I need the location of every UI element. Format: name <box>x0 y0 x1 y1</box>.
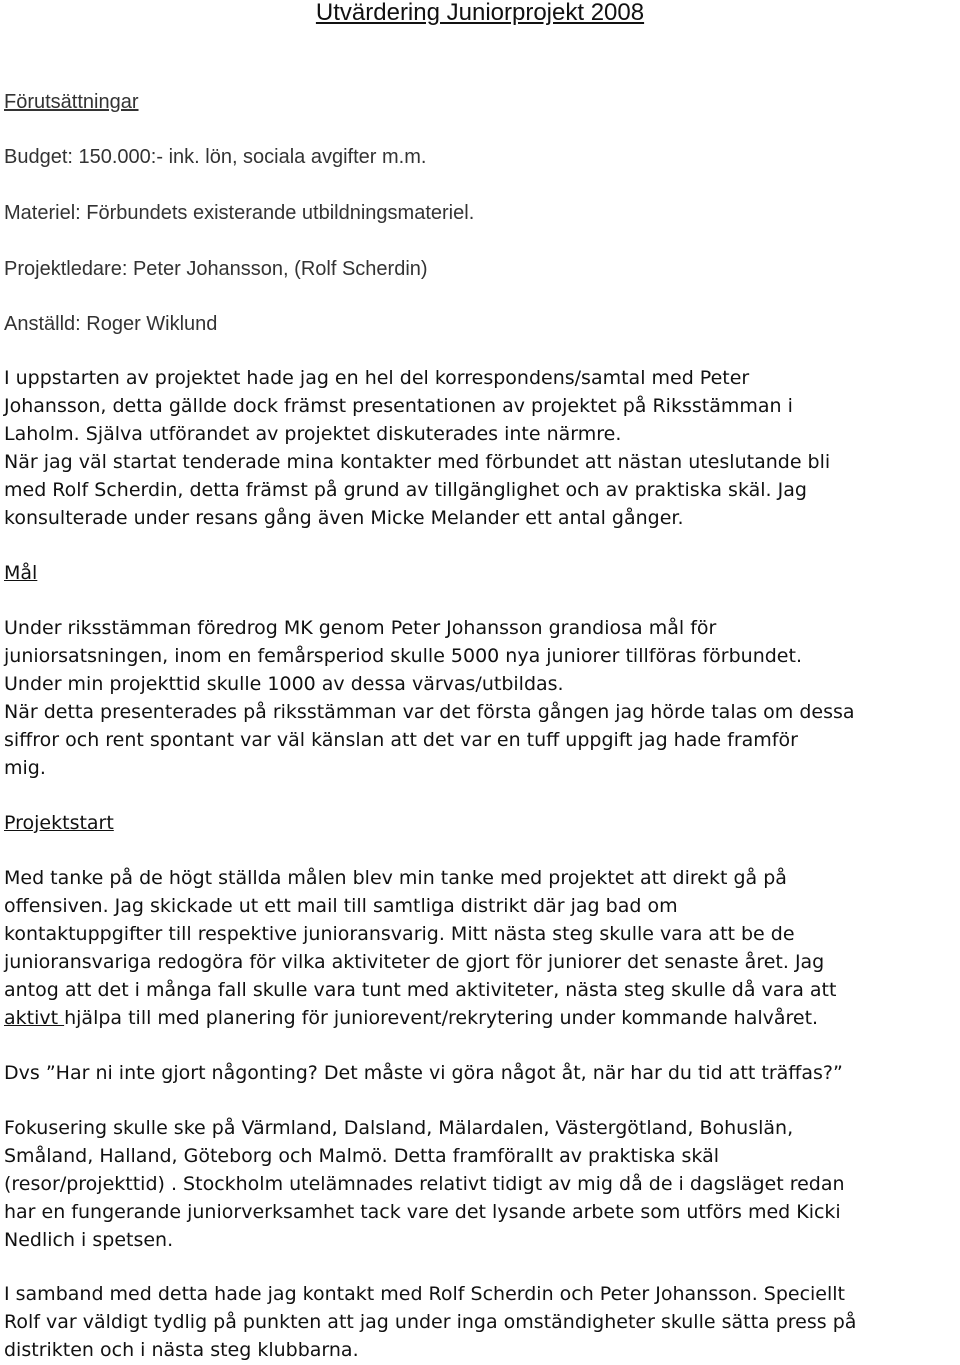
text-line: med Rolf Scherdin, detta främst på grund av tillgänglighet och av praktiska skäl. Jag <box>4 478 807 501</box>
text-line: antog att det i många fall skulle vara tunt med aktiviteter, nästa steg skulle då vara att <box>4 978 837 1001</box>
budget-line: Budget: 150.000:- ink. lön, sociala avgifter m.m. <box>4 146 427 168</box>
aktivt-word: aktivt <box>4 1006 65 1029</box>
text-line: Småland, Halland, Göteborg och Malmö. Detta framförallt av praktiska skäl <box>4 1144 720 1167</box>
text-line: Fokusering skulle ske på Värmland, Dalsland, Mälardalen, Västergötland, Bohuslän, <box>4 1117 794 1139</box>
text-line: mig. <box>4 756 46 779</box>
heading-mal: Mål <box>4 562 38 584</box>
text-line: När jag väl startat tenderade mina kontakter med förbundet att nästan uteslutande bli <box>4 450 831 473</box>
projektstart-paragraph <box>4 865 956 1032</box>
dvs-line: Dvs ”Har ni inte gjort någonting? Det måste vi göra något åt, när har du tid att träffas?” <box>4 1062 843 1084</box>
text-line: siffror och rent spontant var väl känslan att det var en tuff uppgift jag hade framför <box>4 728 798 751</box>
mal-paragraph <box>4 615 956 782</box>
text-line: Under riksstämman föredrog MK genom Peter Johansson grandiosa mål för <box>4 617 717 639</box>
text-line: Under min projekttid skulle 1000 av dessa värvas/utbildas. <box>4 672 564 695</box>
text-line: Med tanke på de högt ställda målen blev min tanke med projektet att direkt gå på <box>4 867 787 889</box>
materiel-line: Materiel: Förbundets existerande utbildningsmateriel. <box>4 202 475 224</box>
text-line: I samband med detta hade jag kontakt med Rolf Scherdin och Peter Johansson. Speciellt <box>4 1283 846 1305</box>
samband-paragraph <box>4 1281 956 1365</box>
text-line: offensiven. Jag skickade ut ett mail till samtliga distrikt där jag bad om <box>4 894 678 917</box>
text-line: Laholm. Själva utförandet av projektet diskuterades inte närmre. <box>4 422 622 445</box>
text-line: distrikten och i nästa steg klubbarna. <box>4 1338 359 1361</box>
text-line: konsulterade under resans gång även Micke Melander ett antal gånger. <box>4 506 684 529</box>
aktivt-rest: hjälpa till med planering för juniorevent/rekrytering under kommande halvåret. <box>64 1006 819 1029</box>
projektledare-line: Projektledare: Peter Johansson, (Rolf Scherdin) <box>4 258 428 280</box>
text-line: I uppstarten av projektet hade jag en hel del korrespondens/samtal med Peter <box>4 367 750 389</box>
text-line: Rolf var väldigt tydlig på punkten att jag under inga omständigheter skulle sätta press på <box>4 1310 857 1333</box>
text-line: junioransvariga redogöra för vilka aktiviteter de gjort för juniorer det senaste året. Jag <box>4 950 825 973</box>
text-line: (resor/projekttid) . Stockholm utelämnades relativt tidigt av mig då de i dagsläget redan <box>4 1172 845 1195</box>
text-line: juniorsatsningen, inom en femårsperiod skulle 5000 nya juniorer tillföras förbundet. <box>4 644 802 667</box>
text-line <box>4 1005 956 1033</box>
intro-paragraph <box>4 365 956 532</box>
text-line: Nedlich i spetsen. <box>4 1228 174 1251</box>
heading-projektstart: Projektstart <box>4 812 114 834</box>
text-line: kontaktuppgifter till respektive junioransvarig. Mitt nästa steg skulle vara att be de <box>4 922 795 945</box>
heading-forutsattningar: Förutsättningar <box>4 91 139 113</box>
anstalld-line: Anställd: Roger Wiklund <box>4 313 218 335</box>
fokusering-paragraph <box>4 1115 956 1255</box>
document-title: Utvärdering Juniorprojekt 2008 <box>315 0 645 26</box>
text-line: Johansson, detta gällde dock främst presentationen av projektet på Riksstämman i <box>4 394 793 417</box>
text-line: När detta presenterades på riksstämman var det första gången jag hörde talas om dessa <box>4 700 855 723</box>
text-line: har en fungerande juniorverksamhet tack vare det lysande arbete som utförs med Kicki <box>4 1200 841 1223</box>
